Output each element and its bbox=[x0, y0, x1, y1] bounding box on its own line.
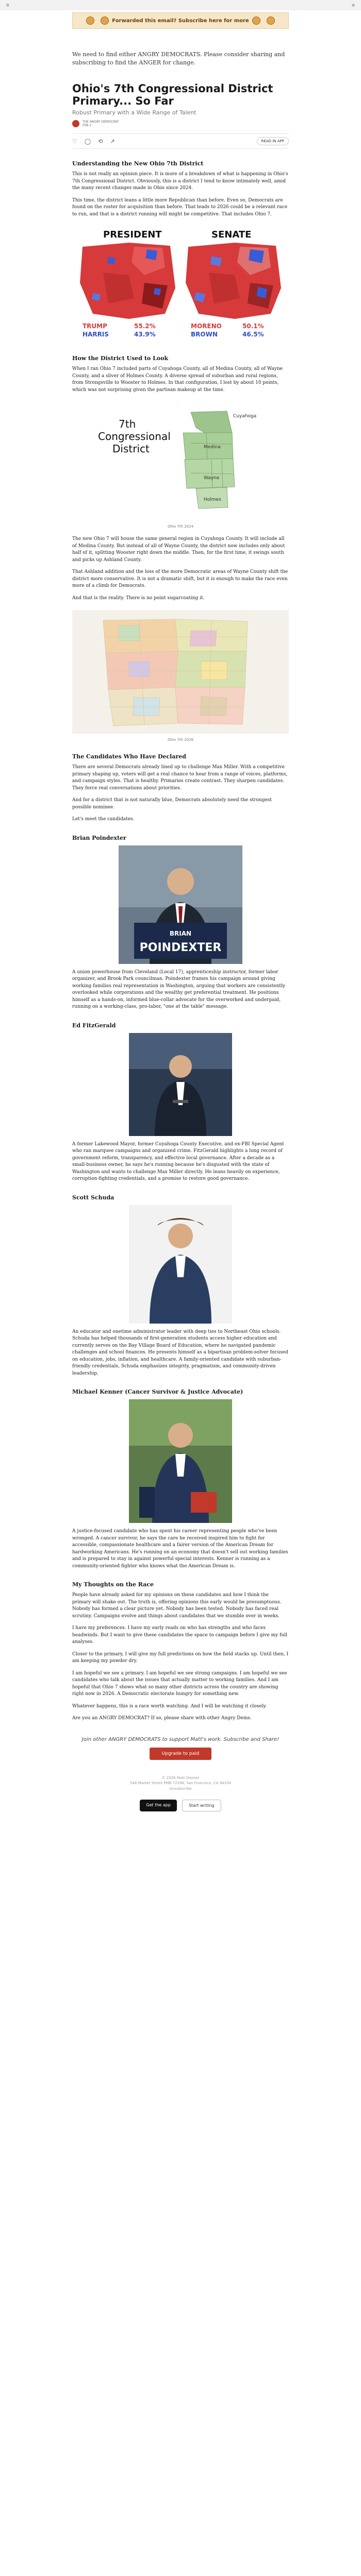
map-caption: Ohio 7th 2024 bbox=[167, 524, 194, 529]
paragraph: People have already asked for my opinions on these candidates and how I think the primary will shake out. The truth is, offering opinions this early would be presumptuous. Nobody has formed a clear picture yet. Nobody has been tested. Nobody has faced real scrutiny. Campaigns evolve and things about candidates that we stumble over in weeks. bbox=[72, 1592, 282, 1619]
candidate-name: Michael Kenner (Cancer Survivor & Justice Advocate) bbox=[72, 1388, 243, 1396]
result-pct: 46.5% bbox=[242, 331, 264, 338]
county-label: Cuyahoga bbox=[233, 414, 257, 419]
start-writing-button[interactable]: Start writing bbox=[182, 1800, 221, 1811]
header-banner[interactable] bbox=[72, 12, 289, 29]
candidate-bio: A justice-focused candidate who has spent his career representing people who've been wronged. A cancer survivor, he says the care he received inspired him to fight for accessible, compassionate healthcare and a fairer version of the American Dream for hardworking Americans. He's running on an economy that doesn't sell out working families and is prepared to stay in against powerful special interests. Kenner is running as a community-oriented fighter who knows what the American Dream is. bbox=[72, 1529, 288, 1569]
candidate-photo[interactable] bbox=[72, 845, 289, 964]
angry-face-icon bbox=[252, 16, 260, 25]
paragraph: Let's meet the candidates. bbox=[72, 817, 135, 822]
angry-face-icon bbox=[86, 16, 94, 25]
paragraph: There are several Democrats already lined up to challenge Max Miller. With a competitive primary shaping up, voters will get a real chance to hear from a range of voices, platforms, and campaign styles. That is healthy. Primaries create contrast. They sharpen candidates. They force real conversations about priorities. bbox=[72, 765, 288, 791]
paragraph: That Ashland addition and the loss of the more Democratic areas of Wayne County shift the district more conservative. It is not a dramatic shift, but it is enough to make the race even more of a climb for Democrats. bbox=[72, 569, 288, 589]
banner-text: Forwarded this email? Subscribe here for more bbox=[112, 18, 249, 24]
result-pct: 50.1% bbox=[242, 323, 264, 330]
paragraph: This time, the district leans a little more Republican than before. Even so, Democrats are found on the roster for acquisition than before. That leads to 2026 could be a relevant race to run, and that is a district running will might be competitive. That includes Ohio 7. bbox=[72, 197, 288, 217]
section-heading: How the District Used to Look bbox=[72, 355, 169, 362]
map-title-line: District bbox=[112, 443, 150, 455]
author-avatar[interactable] bbox=[72, 120, 79, 127]
candidate-name: Brian Poindexter bbox=[72, 834, 126, 841]
candidate-bio: An educator and onetime administrator leader with deep ties to Northeast Ohio schools. Schuda has helped thousands of first-generation students access higher education and currently serves on the Bay Village Board of Education, where he navigated pandemic challenges and school finances. He presents himself as a bipartisan problem-solver focused on education, jobs, inflation, and healthcare. A family-oriented candidate with suburban-friendly credentials, Schuda emphasizes integrity, pragmatism, and community-driven leadership. bbox=[72, 1329, 288, 1376]
candidate-photo[interactable] bbox=[72, 1033, 289, 1136]
article-container bbox=[72, 50, 289, 1832]
paragraph: Closer to the primary, I will give my full predictions on how the field stacks up. Until then, I am keeping my powder dry. bbox=[72, 1651, 289, 1664]
yard-sign-text: POINDEXTER bbox=[139, 941, 222, 954]
angry-face-icon bbox=[267, 16, 275, 25]
candidate-name: Scott Schuda bbox=[72, 1194, 114, 1201]
president-map bbox=[80, 243, 175, 319]
paragraph: The new Ohio 7 will house the same general region in Cuyahoga County. It will include all of Medina County. But instead of all of Wayne County, the district now includes only about half of it, splitting Wooster right down the middle. Then, for the first time, it swings south and picks up Ashland County. bbox=[72, 536, 285, 563]
district-map-2024[interactable] bbox=[72, 402, 289, 520]
unsubscribe-link[interactable]: Unsubscribe bbox=[169, 1786, 192, 1791]
map-title-line: Congressional bbox=[98, 430, 171, 443]
paragraph: I have my preferences. I have my early reads on who has strengths and who faces headwinds. But I want to give these candidates the space to campaign before I give my full analyses. bbox=[72, 1625, 287, 1645]
share-icon[interactable]: ↗ bbox=[110, 138, 115, 145]
result-name: BROWN bbox=[191, 331, 218, 338]
angry-face-icon bbox=[101, 16, 109, 25]
copyright: © 2026 Matt Diemer bbox=[161, 1775, 200, 1780]
paragraph: And for a district that is not naturally blue, Democrats absolutely need the strongest possible nominee. bbox=[72, 798, 272, 810]
section-heading: My Thoughts on the Race bbox=[72, 1581, 154, 1588]
get-app-button[interactable]: Get the app bbox=[140, 1800, 177, 1811]
comment-icon[interactable]: ◯ bbox=[84, 138, 91, 145]
map-right-title: SENATE bbox=[211, 229, 252, 241]
post-date: FEB 2 bbox=[83, 124, 92, 128]
intro-text: We need to find either ANGRY DEMOCRATS. Please consider sharing and subscribing to find the ANGER for change. bbox=[72, 51, 285, 66]
status-dot-icon bbox=[6, 4, 9, 7]
candidate-bio: A former Lakewood Mayor, former Cuyahoga County Executive, and ex-FBI Special Agent who ran marquee campaigns and organized crime. FitzGerald highlights a long record of government reform, transparency, and effective local governance. After a decade as a small-business owner, he says he's running because he's disgusted with the state of Washington and wants to challenge Max Miller directly. He leans heavily on experience, corruption-fighting credentials, and a promise to restore good governance. bbox=[72, 1141, 284, 1182]
county-label: Medina bbox=[204, 445, 221, 450]
result-name: MORENO bbox=[191, 323, 222, 330]
upgrade-button[interactable]: Upgrade to paid bbox=[150, 1748, 211, 1760]
map-caption: Ohio 7th 2026 bbox=[167, 738, 194, 742]
paragraph: I am hopeful we see a primary. I am hopeful we see strong campaigns. I am hopeful we see candidates who talk about the issues that actually matter to working families. And I am hopeful that Ohio 7 shows what so many other districts across the country are showing right now in 2026. A Democratic electorate hungry for something new. bbox=[72, 1670, 287, 1697]
section-heading: The Candidates Who Have Declared bbox=[72, 753, 186, 760]
yard-sign-text: BRIAN bbox=[169, 929, 192, 937]
result-name: HARRIS bbox=[83, 331, 109, 338]
restack-icon[interactable]: ⟲ bbox=[98, 138, 103, 145]
senate-map bbox=[186, 243, 281, 319]
map-left-title: PRESIDENT bbox=[103, 229, 162, 241]
section-heading: Understanding the New Ohio 7th District bbox=[72, 160, 204, 167]
article-title[interactable]: Ohio's 7th Congressional District Primary... So Far bbox=[72, 82, 273, 108]
election-results-map[interactable] bbox=[72, 226, 289, 340]
county-label: Wayne bbox=[204, 476, 220, 481]
paragraph: Whatever happens, this is a race worth watching. And I will be watching it closely. bbox=[72, 1703, 267, 1709]
result-pct: 43.9% bbox=[134, 331, 156, 338]
result-pct: 55.2% bbox=[134, 323, 156, 330]
app-buttons bbox=[72, 1800, 289, 1811]
paragraph: And that is the reality. There is no point sugarcoating it. bbox=[72, 595, 205, 601]
map-title-line: 7th bbox=[119, 418, 136, 431]
paragraph: When I ran Ohio 7 included parts of Cuyahoga County, all of Medina County, all of Wayne County, and a sliver of Holmes County. A diverse spread of suburban and rural regions, from Strongsville to Wooster to Holmes. In that configuration, I lost by about 10 points, which was not surprising given the partisan makeup at the time. bbox=[72, 366, 283, 393]
status-dot-icon bbox=[352, 4, 355, 7]
author-name[interactable]: THE ANGRY DEMOCRAT bbox=[83, 120, 119, 124]
read-in-app-button[interactable]: READ IN APP bbox=[257, 137, 289, 145]
heart-icon[interactable]: ♡ bbox=[72, 138, 77, 145]
candidate-name: Ed FitzGerald bbox=[72, 1022, 116, 1029]
candidate-photo[interactable] bbox=[72, 1205, 289, 1324]
address: 548 Market Street PMB 72296, San Francisco, CA 94104 bbox=[129, 1781, 232, 1786]
candidate-bio: A union powerhouse from Cleveland (Local 17), apprenticeship instructor, former labor organizer, and Brook Park councilman. Poindexter frames his campaign around giving working families real representation in Washington, arguing that workers are consistently overlooked while corporations and the wealthy get preferential treatment. He positions himself as a hands-on, informed blue-collar advocate for the overworked and underpaid, running on a working-class, pro-labor, "one at the table" message. bbox=[72, 969, 285, 1010]
paragraph: This is not really an opinion piece. It is more of a breakdown of what is happening in Ohio's 7th Congressional District. Obviously, this is a district I tend to know intimately well, amid the many recent changes made in Ohio since 2024. bbox=[72, 172, 288, 191]
subscribe-prompt: Join other ANGRY DEMOCRATS to support Matt's work. Subscribe and Share! bbox=[81, 1736, 280, 1742]
article-subtitle: Robust Primary with a Wide Range of Talent bbox=[72, 109, 196, 116]
byline bbox=[72, 120, 289, 127]
top-bar bbox=[0, 0, 361, 10]
county-label: Holmes bbox=[204, 497, 221, 503]
district-map-2026[interactable] bbox=[72, 610, 289, 734]
candidate-photo[interactable] bbox=[72, 1399, 289, 1523]
action-bar bbox=[72, 133, 289, 149]
footer bbox=[72, 1775, 289, 1792]
township-grid bbox=[103, 619, 248, 726]
closing-line: Are you an ANGRY DEMOCRAT? If so, please share with other Angry Dems. bbox=[72, 1716, 252, 1721]
result-name: TRUMP bbox=[83, 323, 107, 330]
